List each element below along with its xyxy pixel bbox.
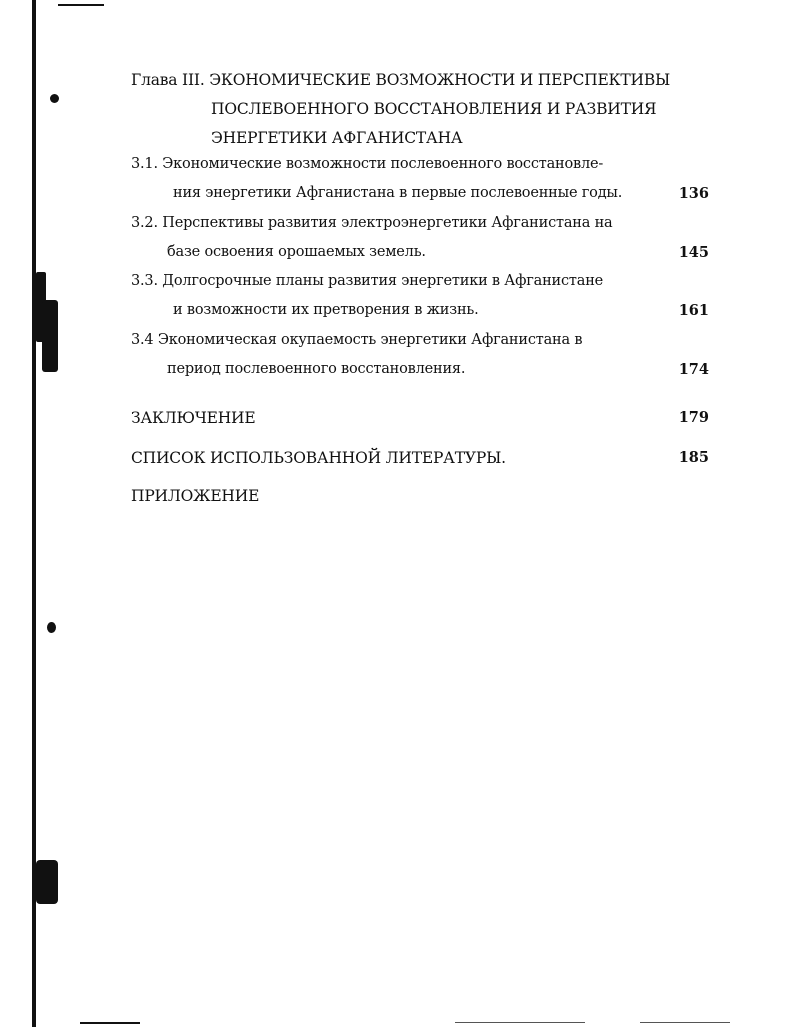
chapter-heading-line-1: Глава III. ЭКОНОМИЧЕСКИЕ ВОЗМОЖНОСТИ И ПЕРСПЕКТИВЫ: [131, 71, 671, 89]
toc-entry-3-4-page: 174: [678, 361, 709, 378]
toc-entry-3-1-line-1: 3.1. Экономические возможности послевоенного восстановле-: [131, 156, 604, 172]
toc-references-label: СПИСОК ИСПОЛЬЗОВАННОЙ ЛИТЕРАТУРЫ.: [131, 449, 506, 467]
scan-blot: [42, 300, 58, 372]
chapter-heading-line-3: ЭНЕРГЕТИКИ АФГАНИСТАНА: [211, 129, 463, 147]
toc-entry-3-3-line-2: и возможности их претворения в жизнь.: [173, 302, 479, 318]
scan-bottom-line: [80, 1022, 140, 1024]
toc-entry-3-1-page: 136: [678, 185, 709, 202]
toc-entry-3-4-line-1: 3.4 Экономическая окупаемость энергетики Афганистана в: [131, 332, 583, 348]
chapter-heading-line-2: ПОСЛЕВОЕННОГО ВОССТАНОВЛЕНИЯ И РАЗВИТИЯ: [211, 100, 657, 118]
toc-entry-3-2-page: 145: [678, 244, 709, 261]
toc-entry-3-4-line-2: период послевоенного восстановления.: [167, 361, 466, 377]
scan-top-line: [58, 4, 104, 6]
toc-entry-3-3-page: 161: [678, 302, 709, 319]
toc-entry-3-2-line-1: 3.2. Перспективы развития электроэнергетики Афганистана на: [131, 215, 613, 231]
toc-references-page: 185: [678, 449, 709, 466]
toc-conclusion-label: ЗАКЛЮЧЕНИЕ: [131, 409, 256, 427]
toc-entry-3-1-line-2: ния энергетики Афганистана в первые послевоенные годы.: [173, 185, 623, 201]
scan-bottom-line: [640, 1022, 730, 1023]
toc-entry-3-2-line-2: базе освоения орошаемых земель.: [167, 244, 426, 260]
scan-bottom-line: [455, 1022, 585, 1023]
scan-blot: [36, 860, 58, 904]
scan-dot: [47, 622, 56, 633]
toc-appendix-label: ПРИЛОЖЕНИЕ: [131, 487, 260, 505]
toc-entry-3-3-line-1: 3.3. Долгосрочные планы развития энергетики в Афганистане: [131, 273, 604, 289]
scan-dot: [50, 94, 59, 103]
chapter-heading: [131, 66, 670, 153]
toc-conclusion-page: 179: [678, 409, 709, 426]
